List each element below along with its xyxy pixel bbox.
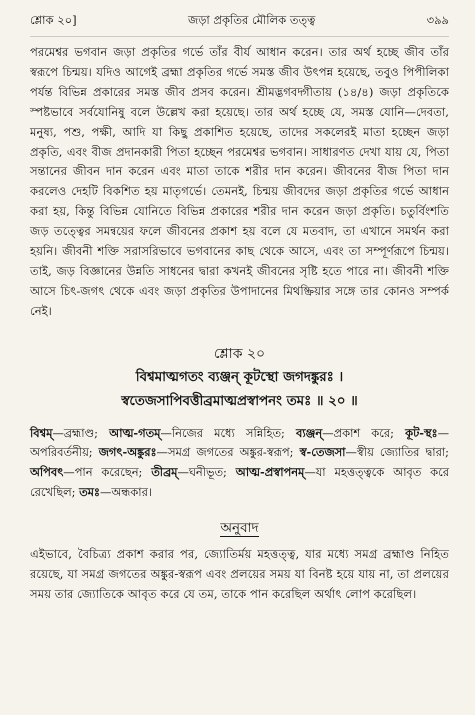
- page-header: [30, 12, 449, 37]
- synonym-term: তমঃ: [79, 485, 101, 500]
- purport-paragraph: পরমেশ্বর ভগবান জড়া প্রকৃতির গর্ভে তাঁর বীর্য আধান করেন। তার অর্থ হচ্ছে জীব তাঁর স্বরূপে চিন্ময়। যদিও আগেই ব্রহ্মা প্রকৃতির গর্ভে সমস্ত জীব উৎপন্ন হয়েছে, তবুও পিপীলিকা পর্যন্ত বিভিন্ন প্রকারের সমস্ত জীব প্রসব করেন। শ্রীমদ্ভগবদ্গীতায় (১৪/৪) জড়া প্রকৃতিকে স্পষ্টভাবে সর্বযোনিষু বলে উল্লেখ করা হয়েছে। তার অর্থ হচ্ছে যে, সমস্ত যোনি—দেবতা, মনুষ্য, পশু, পক্ষী, আদি যা কিছু প্রকাশিত হয়েছে, তাদের সকলেরই মাতা হচ্ছেন জড়া প্রকৃতি, এবং বীজ প্রদানকারী পিতা হচ্ছেন পরমেশ্বর ভগবান। সাধারণত দেখা যায় যে, পিতা সন্তানের জীবন দান করেন এবং মাতা তাকে শরীর দান করেন। জীবনের বীজ পিতা দান করলেও দেহটি বিকশিত হয় মাতৃগর্ভে। তেমনই, চিন্ময় জীবদের জড়া প্রকৃতির গর্ভে আধান করা হয়, কিন্তু বিভিন্ন যোনিতে বিভিন্ন প্রকারের শরীর দান করেন জড়া প্রকৃতি। চতুর্বিংশতি জড় তত্ত্বের সমন্বয়ের ফলে জীবনের প্রকাশ হয় বলে যে মতবাদ, তা এখানে সমর্থন করা হয়নি। জীবনী শক্তি সরাসরিভাবে ভগবানের কাছ থেকে আসে, এবং তা সম্পূর্ণরূপে চিন্ময়। তাই, জড় বিজ্ঞানের উন্নতি সাধনের দ্বারা কখনই জীবনের সৃষ্টি হতে পারে না। জীবনী শক্তি আসে চিৎ-জগৎ থেকে এবং জড়া প্রকৃতির উপাদানের মিথষ্ক্রিয়ার সঙ্গে তার কোনও সম্পর্ক নেই।: [30, 45, 449, 318]
- page-number: ৩৯৯: [426, 13, 449, 27]
- synonym-term: ব্যঞ্জন্: [296, 425, 323, 440]
- synonym-meaning: প্রকাশ করে;: [333, 425, 406, 440]
- verse-line-2: স্বতেজসাপিবত্তীব্রমাত্মপ্রস্বাপনং তমঃ ॥ ২০ ॥: [121, 392, 358, 409]
- synonym-term: অপিবৎ: [30, 465, 64, 480]
- synonym-term: স্ব-তেজসা: [299, 445, 346, 460]
- synonym-term: জগৎ-অঙ্কুরঃ: [98, 445, 157, 460]
- synonym-term: আত্ম-গতম্: [109, 425, 161, 440]
- synonym-meaning: যা মহত্তত্ত্বকে আবৃত করে রেখেছিল;: [30, 465, 449, 500]
- header-chapter-title: জড়া প্রকৃতির মৌলিক তত্ত্ব: [187, 13, 316, 27]
- synonym-meaning: অন্ধকার।: [111, 485, 152, 500]
- synonym-term: তীব্রম্: [151, 465, 178, 480]
- synonym-meaning: স্বীয় জ্যোতির দ্বারা;: [356, 445, 449, 460]
- translation-title: অনুবাদ: [220, 519, 259, 536]
- synonym-meaning: ব্রহ্মাণ্ড;: [63, 425, 110, 440]
- verse-heading: শ্লোক ২০: [213, 345, 266, 362]
- synonym-term: আত্ম-প্রস্বাপনম্: [235, 465, 305, 480]
- synonym-term: বিশ্বম্: [30, 425, 53, 440]
- translation-text: এইভাবে, বৈচিত্র্য প্রকাশ করার পর, জ্যোতির্ময় মহত্তত্ত্ব, যার মধ্যে সমগ্র ব্রহ্মাণ্ড নিহিত রয়েছে, যা সমগ্র জগতের অঙ্কুর-স্বরূপ এবং প্রলয়ের সময় যা বিনষ্ট হয়ে যায় না, তা প্রলয়ের সময় তার জ্যোতিকে আবৃত করে যে তম, তাকে পান করেছিল অর্থাৎ লোপ করেছিল।: [30, 546, 449, 602]
- synonym-meaning: ঘনীভূত;: [188, 465, 236, 480]
- header-verse-ref: শ্লোক ২০]: [30, 13, 77, 27]
- synonym-meaning: সমগ্র জগতের অঙ্কুর-স্বরূপ;: [167, 445, 300, 460]
- synonym-term: কূট-স্থঃ: [405, 425, 438, 440]
- synonym-meaning: নিজের মধ্যে সন্নিহিত;: [171, 425, 297, 440]
- translation-title-wrap: [30, 517, 449, 540]
- synonym-meaning: পান করেছেন;: [74, 465, 152, 480]
- synonyms-block: বিশ্বম্—ব্রহ্মাণ্ড; আত্ম-গতম্—নিজের মধ্যে সন্নিহিত; ব্যঞ্জন্—প্রকাশ করে; কূট-স্থঃ—অপরিবর্তনীয়; জগৎ-অঙ্কুরঃ—সমগ্র জগতের অঙ্কুর-স্বরূপ; স্ব-তেজসা—স্বীয় জ্যোতির দ্বারা; অপিবৎ—পান করেছেন; তীব্রম্—ঘনীভূত; আত্ম-প্রস্বাপনম্—যা মহত্তত্ত্বকে আবৃত করে রেখেছিল; তমঃ—অন্ধকার।: [30, 425, 450, 500]
- synonym-meaning: অপরিবর্তনীয়;: [30, 445, 99, 460]
- verse-line-1: বিশ্বমাত্মগতং ব্যঞ্জন্ কূটস্থো জগদঙ্কুরঃ ।: [135, 368, 344, 385]
